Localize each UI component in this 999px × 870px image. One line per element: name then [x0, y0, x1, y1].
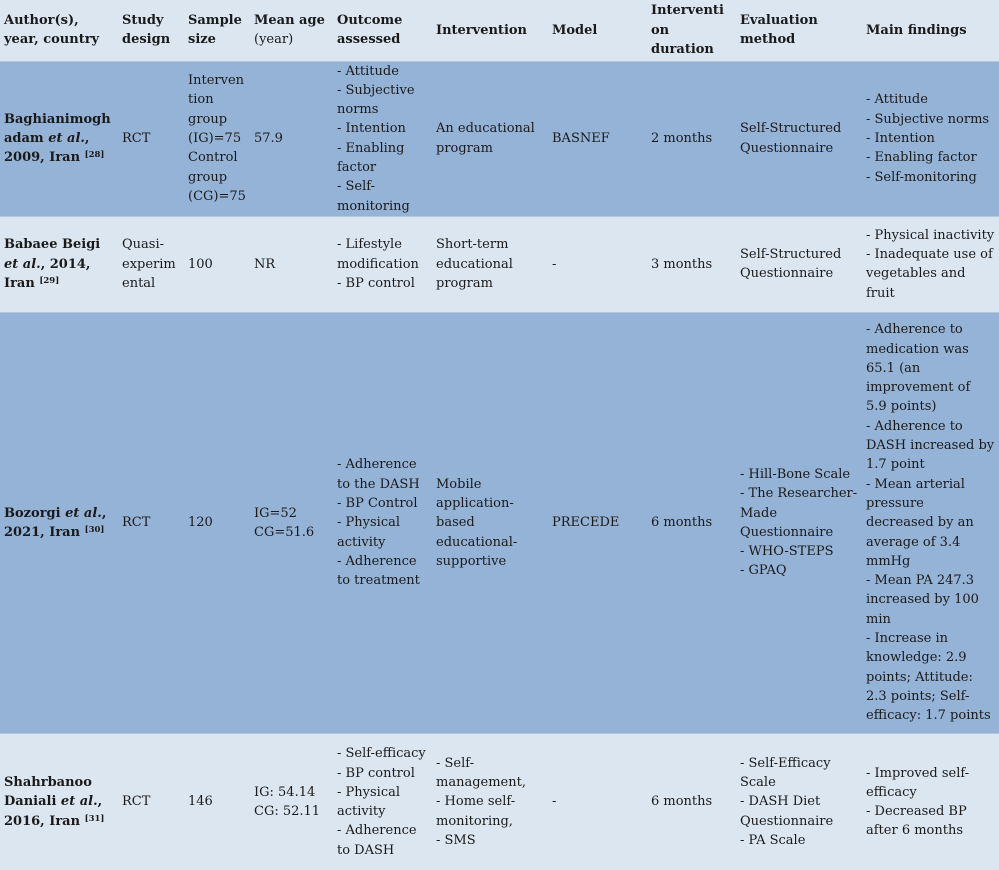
header-outcome: Outcome assessed	[337, 12, 403, 48]
cell-intervention: Short-term educational program	[436, 237, 513, 292]
header-author: Author(s), year, country	[4, 12, 100, 48]
cell-study-design: RCT	[122, 515, 151, 531]
cell-outcome: - Adherence to the DASH - BP Control - Physical activity - Adherence to treatment	[337, 457, 420, 589]
cell-sample-size: 100	[188, 256, 213, 272]
cell-study-design: Quasi-experim ental	[122, 237, 176, 292]
cell-intervention: An educational program	[436, 121, 535, 156]
header-intervention: Intervention	[436, 22, 527, 38]
table-row	[0, 216, 999, 312]
cell-evaluation: - Hill-Bone Scale - The Researcher-Made Questionnaire - WHO-STEPS - GPAQ	[740, 466, 858, 579]
cell-outcome: - Lifestyle modification - BP control	[337, 237, 419, 292]
header-model: Model	[552, 22, 598, 38]
cell-model: -	[552, 256, 557, 272]
header-study-design: Study design	[122, 12, 171, 48]
header-sample-size: Sample size	[188, 12, 242, 48]
cell-mean-age: 57.9	[254, 131, 283, 147]
cell-findings: - Adherence to medication was 65.1 (an improvement of 5.9 points) - Adherence to DASH increased by 1.7 point - Mean arterial pressure decreased by an average of 3.4 mmHg - Mean PA 247.3 increased by 100 min - Increase in knowledge: 2.9 points; Attitude: 2.3 points; Self-efficacy: 1.7 points	[866, 322, 995, 724]
cell-model: PRECEDE	[552, 515, 620, 531]
cell-sample-size: 120	[188, 515, 213, 531]
cell-study-design: RCT	[122, 794, 151, 810]
cell-duration: 6 months	[651, 794, 713, 810]
cell-sample-size: 146	[188, 794, 213, 810]
cell-duration: 3 months	[651, 256, 713, 272]
cell-outcome: - Self-efficacy - BP control - Physical activity - Adherence to DASH	[337, 746, 426, 858]
cell-mean-age: NR	[254, 256, 276, 272]
table-row	[0, 733, 999, 870]
cell-study-design: RCT	[122, 131, 151, 147]
cell-duration: 2 months	[651, 131, 713, 147]
cell-model: -	[552, 794, 557, 810]
header-findings: Main findings	[866, 22, 967, 38]
cell-evaluation: Self-Structured Questionnaire	[740, 121, 842, 156]
cell-intervention: - Self-management, - Home self-monitoring, - SMS	[436, 755, 526, 849]
cell-author: Babaee Beigi et al., 2014, Iran [29]	[4, 237, 101, 292]
cell-evaluation: - Self-Efficacy Scale - DASH Diet Questionnaire - PA Scale	[740, 755, 834, 849]
cell-findings: - Attitude - Subjective norms - Intention - Enabling factor - Self-monitoring	[866, 92, 990, 185]
cell-author: Bozorgi et al., 2021, Iran [30]	[4, 505, 107, 540]
table-row	[0, 312, 999, 733]
cell-mean-age: IG: 54.14 CG: 52.11	[254, 784, 321, 820]
cell-author: Shahrbanoo Daniali et al., 2016, Iran [31]	[4, 775, 105, 829]
table-row	[0, 61, 999, 216]
header-row	[0, 0, 999, 61]
header-evaluation: Evaluation method	[740, 12, 818, 48]
header-mean-age: Mean age (year)	[254, 12, 325, 48]
cell-model: BASNEF	[552, 131, 610, 147]
cell-findings: - Improved self-efficacy - Decreased BP after 6 months	[866, 765, 970, 839]
cell-findings: - Physical inactivity - Inadequate use of vegetables and fruit	[866, 227, 995, 301]
cell-intervention: Mobile application-based educational-supportive	[436, 476, 518, 569]
cell-duration: 6 months	[651, 515, 713, 531]
cell-outcome: - Attitude - Subjective norms - Intention - Enabling factor - Self-monitoring	[337, 63, 415, 214]
cell-author: Baghianimogh adam et al., 2009, Iran [28]	[4, 111, 111, 166]
cell-sample-size: Interven tion group (IG)=75 Control group (CG)=75	[188, 73, 246, 204]
cell-evaluation: Self-Structured Questionnaire	[740, 247, 842, 282]
cell-mean-age: IG=52 CG=51.6	[254, 505, 315, 540]
header-duration: Interventi on duration	[651, 3, 724, 57]
